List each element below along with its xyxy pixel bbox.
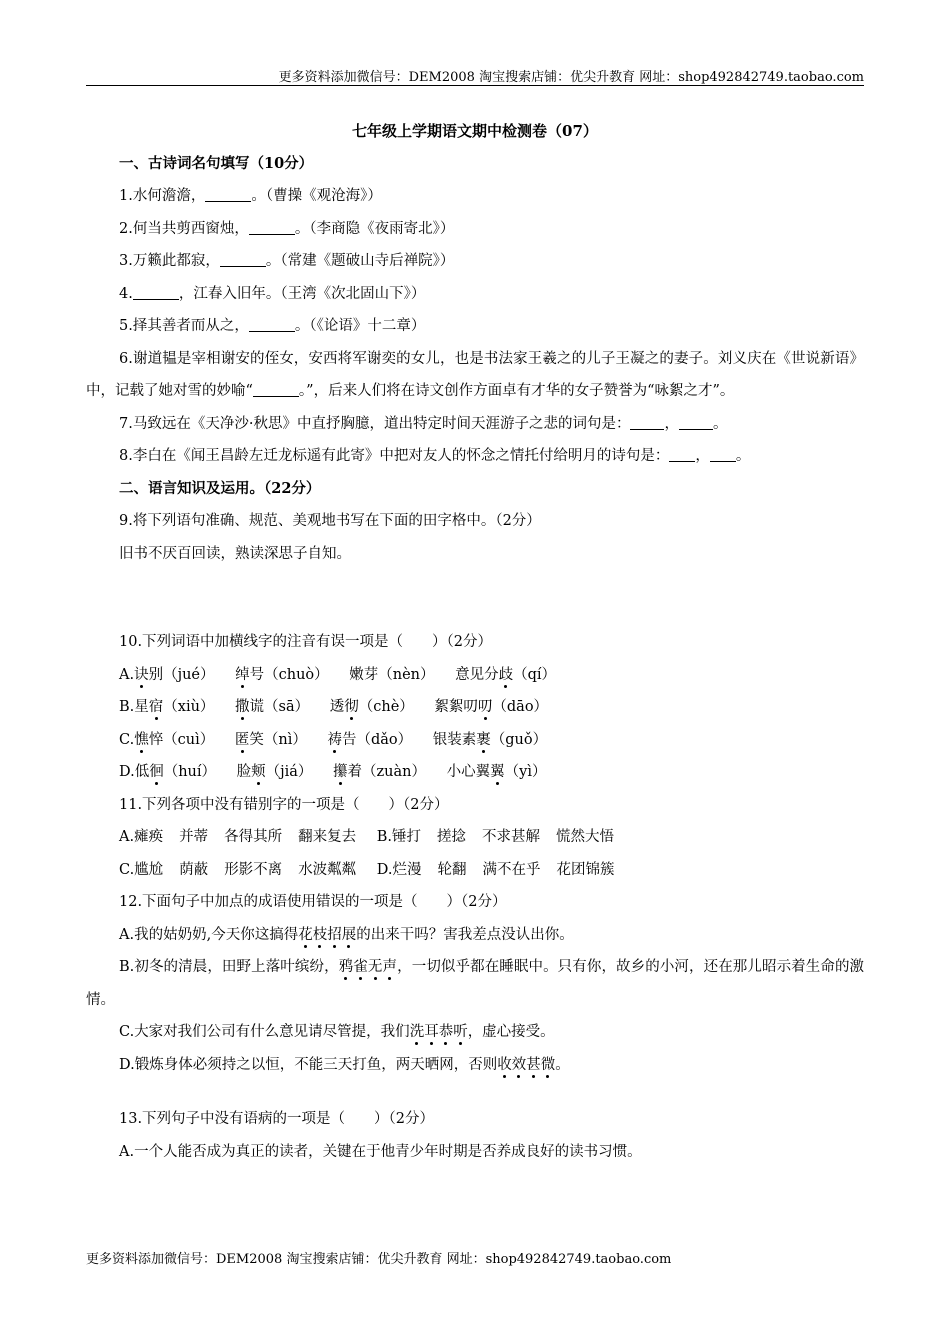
dotted-idiom: 收效甚微 [497, 1056, 556, 1073]
question-10: 10.下列词语中加横线字的注音有误一项是（ ）（2分） [119, 634, 493, 650]
question-8: 8.李白在《闻王昌龄左迁龙标遥有此寄》中把对友人的怀念之情托付给明月的诗句是： ， 。 [119, 448, 751, 464]
question-4: 4. ，江春入旧年。（王湾《次北固山下》） [119, 285, 426, 302]
question-3: 3.万籁此都寂， 。（常建《题破山寺后禅院》） [119, 253, 455, 269]
answer-blank[interactable] [669, 447, 695, 462]
answer-blank[interactable] [249, 220, 295, 235]
answer-blank[interactable] [133, 285, 179, 300]
answer-blank[interactable] [205, 187, 251, 202]
question-6: 6.谢道韫是宰相谢安的侄女，安西将军谢奕的女儿，也是书法家王羲之的儿子王凝之的妻子。刘义庆在《世说新语》中，记载了她对雪的妙喻“ 。”，后来人们将在诗文创作方面卓有才华的女子赞誉为“咏絮之才”。 [86, 350, 864, 399]
question-5: 5.择其善者而从之， 。（《论语》十二章） [119, 318, 426, 334]
section-1-heading: 一、古诗词名句填写（10分） [119, 154, 314, 172]
answer-blank[interactable] [630, 415, 664, 430]
writing-grid-space [86, 570, 864, 626]
header-divider [86, 85, 864, 86]
question-9-text: 旧书不厌百回读，熟读深思子自知。 [119, 545, 351, 562]
question-9: 9.将下列语句准确、规范、美观地书写在下面的田字格中。（2分） [119, 513, 541, 529]
exam-content [86, 115, 864, 1168]
question-7: 7.马致远在《天净沙·秋思》中直抒胸臆，道出特定时间天涯游子之悲的词句是： ， 。 [119, 415, 728, 432]
question-12-option-b: B.初冬的清晨，田野上落叶缤纷，鸦雀无声，一切似乎都在睡眠中。只有你，故乡的小河，还在那儿昭示着生命的激情。 [86, 959, 865, 1008]
page-header: 更多资料添加微信号：DEM2008 淘宝搜索店铺：优尖升教育 网址：shop492842749.taobao.com [278, 70, 864, 85]
page-footer: 更多资料添加微信号：DEM2008 淘宝搜索店铺：优尖升教育 网址：shop492842749.taobao.com [86, 1252, 672, 1267]
question-10-option-c: C.憔悴（cuì） 匿笑（nì） 祷告（dǎo） 银装素裹（guǒ） [119, 731, 548, 748]
section-2-heading: 二、语言知识及运用。（22分） [119, 479, 321, 497]
question-2: 2.何当共剪西窗烛， 。（李商隐《夜雨寄北》） [119, 220, 455, 237]
question-1: 1.水何澹澹， 。（曹操《观沧海》） [119, 188, 382, 204]
dotted-idiom: 鸦雀无声 [338, 959, 398, 975]
question-10-option-d: D.低徊（huí） 脸颊（jiá） 攥着（zuàn） 小心翼翼（yì） [119, 764, 547, 780]
answer-blank[interactable] [710, 447, 736, 462]
question-11: 11.下列各项中没有错别字的一项是（ ）（2分） [119, 796, 449, 813]
question-11-options-ab: A.瘫痪 并蒂 各得其所 翻来复去 B.锤打 搓捻 不求甚解 慌然大悟 [119, 829, 614, 845]
spacer [86, 1081, 864, 1103]
answer-blank[interactable] [253, 382, 299, 397]
answer-blank[interactable] [679, 415, 713, 430]
question-13: 13.下列句子中没有语病的一项是（ ）（2分） [119, 1111, 435, 1127]
question-12-option-c: C.大家对我们公司有什么意见请尽管提，我们洗耳恭听，虚心接受。 [119, 1024, 555, 1040]
answer-blank[interactable] [220, 252, 266, 267]
exam-title: 七年级上学期语文期中检测卷（07） [352, 122, 598, 140]
answer-blank[interactable] [249, 317, 295, 332]
question-11-options-cd: C.尴尬 荫蔽 形影不离 水波粼粼 D.烂漫 轮翻 满不在乎 花团锦簇 [119, 861, 615, 878]
question-12: 12.下面句子中加点的成语使用错误的一项是（ ）（2分） [119, 894, 507, 910]
question-12-option-d: D.锻炼身体必须持之以恒，不能三天打鱼，两天晒网，否则收效甚微。 [119, 1056, 570, 1073]
dotted-idiom: 花枝招展 [298, 926, 357, 943]
question-10-option-a: A.诀别（jué） 绰号（chuò） 嫩芽（nèn） 意见分歧（qí） [119, 666, 557, 683]
question-10-option-b: B.星宿（xiù） 撒谎（sā） 透彻（chè） 絮絮叨叨（dāo） [119, 699, 549, 715]
question-12-option-a: A.我的姑奶奶,今天你这搞得花枝招展的出来干吗？害我差点没认出你。 [119, 926, 574, 943]
dotted-idiom: 洗耳恭听 [409, 1024, 468, 1040]
question-13-option-a: A.一个人能否成为真正的读者，关键在于他青少年时期是否养成良好的读书习惯。 [119, 1143, 642, 1160]
